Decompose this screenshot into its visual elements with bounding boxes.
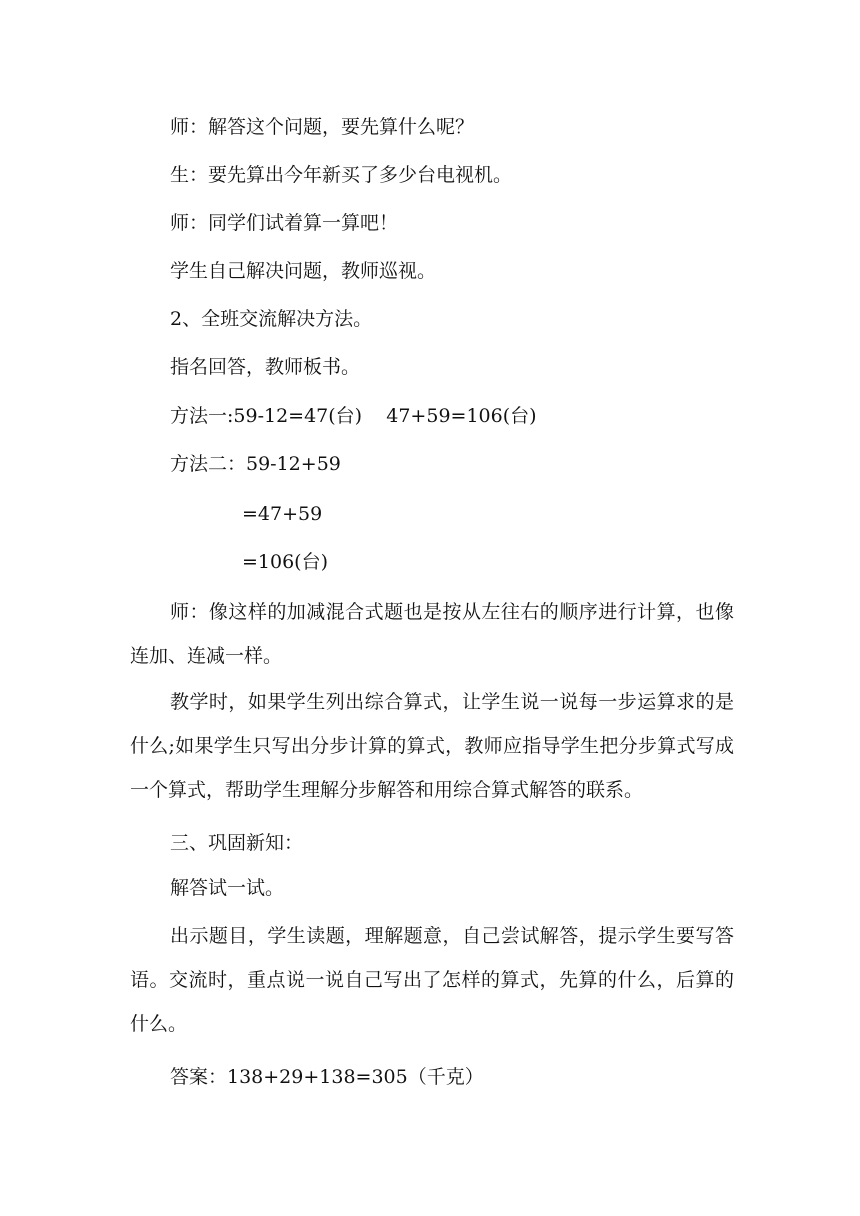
paragraph-teacher-explanation: 师：像这样的加减混合式题也是按从左往右的顺序进行计算，也像连加、连减一样。 — [130, 601, 734, 667]
section-heading-class-exchange: 2、全班交流解决方法。 — [170, 308, 373, 330]
section-heading-consolidate: 三、巩固新知： — [170, 832, 304, 854]
paragraph-show-problem: 出示题目，学生读题，理解题意，自己尝试解答，提示学生要写答语。交流时，重点说一说自己写出了怎样的算式，先算的什么，后算的什么。 — [130, 925, 734, 1035]
paragraph-try-it: 解答试一试。 — [170, 877, 285, 899]
paragraph-teacher-prompt: 师：同学们试着算一算吧！ — [170, 212, 399, 234]
method-two-step-2: =106(台) — [242, 551, 329, 573]
paragraph-student-answer: 生：要先算出今年新买了多少台电视机。 — [170, 164, 513, 186]
paragraph-blackboard: 指名回答，教师板书。 — [170, 356, 361, 378]
answer-equation: 答案：138+29+138=305（千克） — [170, 1066, 484, 1088]
method-two-step-1: =47+59 — [242, 503, 323, 525]
paragraph-teacher-question: 师：解答这个问题，要先算什么呢？ — [170, 116, 475, 138]
paragraph-student-solve: 学生自己解决问题，教师巡视。 — [170, 260, 437, 282]
method-one-equation: 方法一:59-12=47(台) 47+59=106(台) — [170, 405, 537, 427]
paragraph-teaching-notes: 教学时，如果学生列出综合算式，让学生说一说每一步运算求的是什么;如果学生只写出分步计算的算式，教师应指导学生把分步算式写成一个算式，帮助学生理解分步解答和用综合算式解答的联系。 — [130, 691, 734, 801]
method-two-equation: 方法二：59-12+59 — [170, 453, 341, 475]
